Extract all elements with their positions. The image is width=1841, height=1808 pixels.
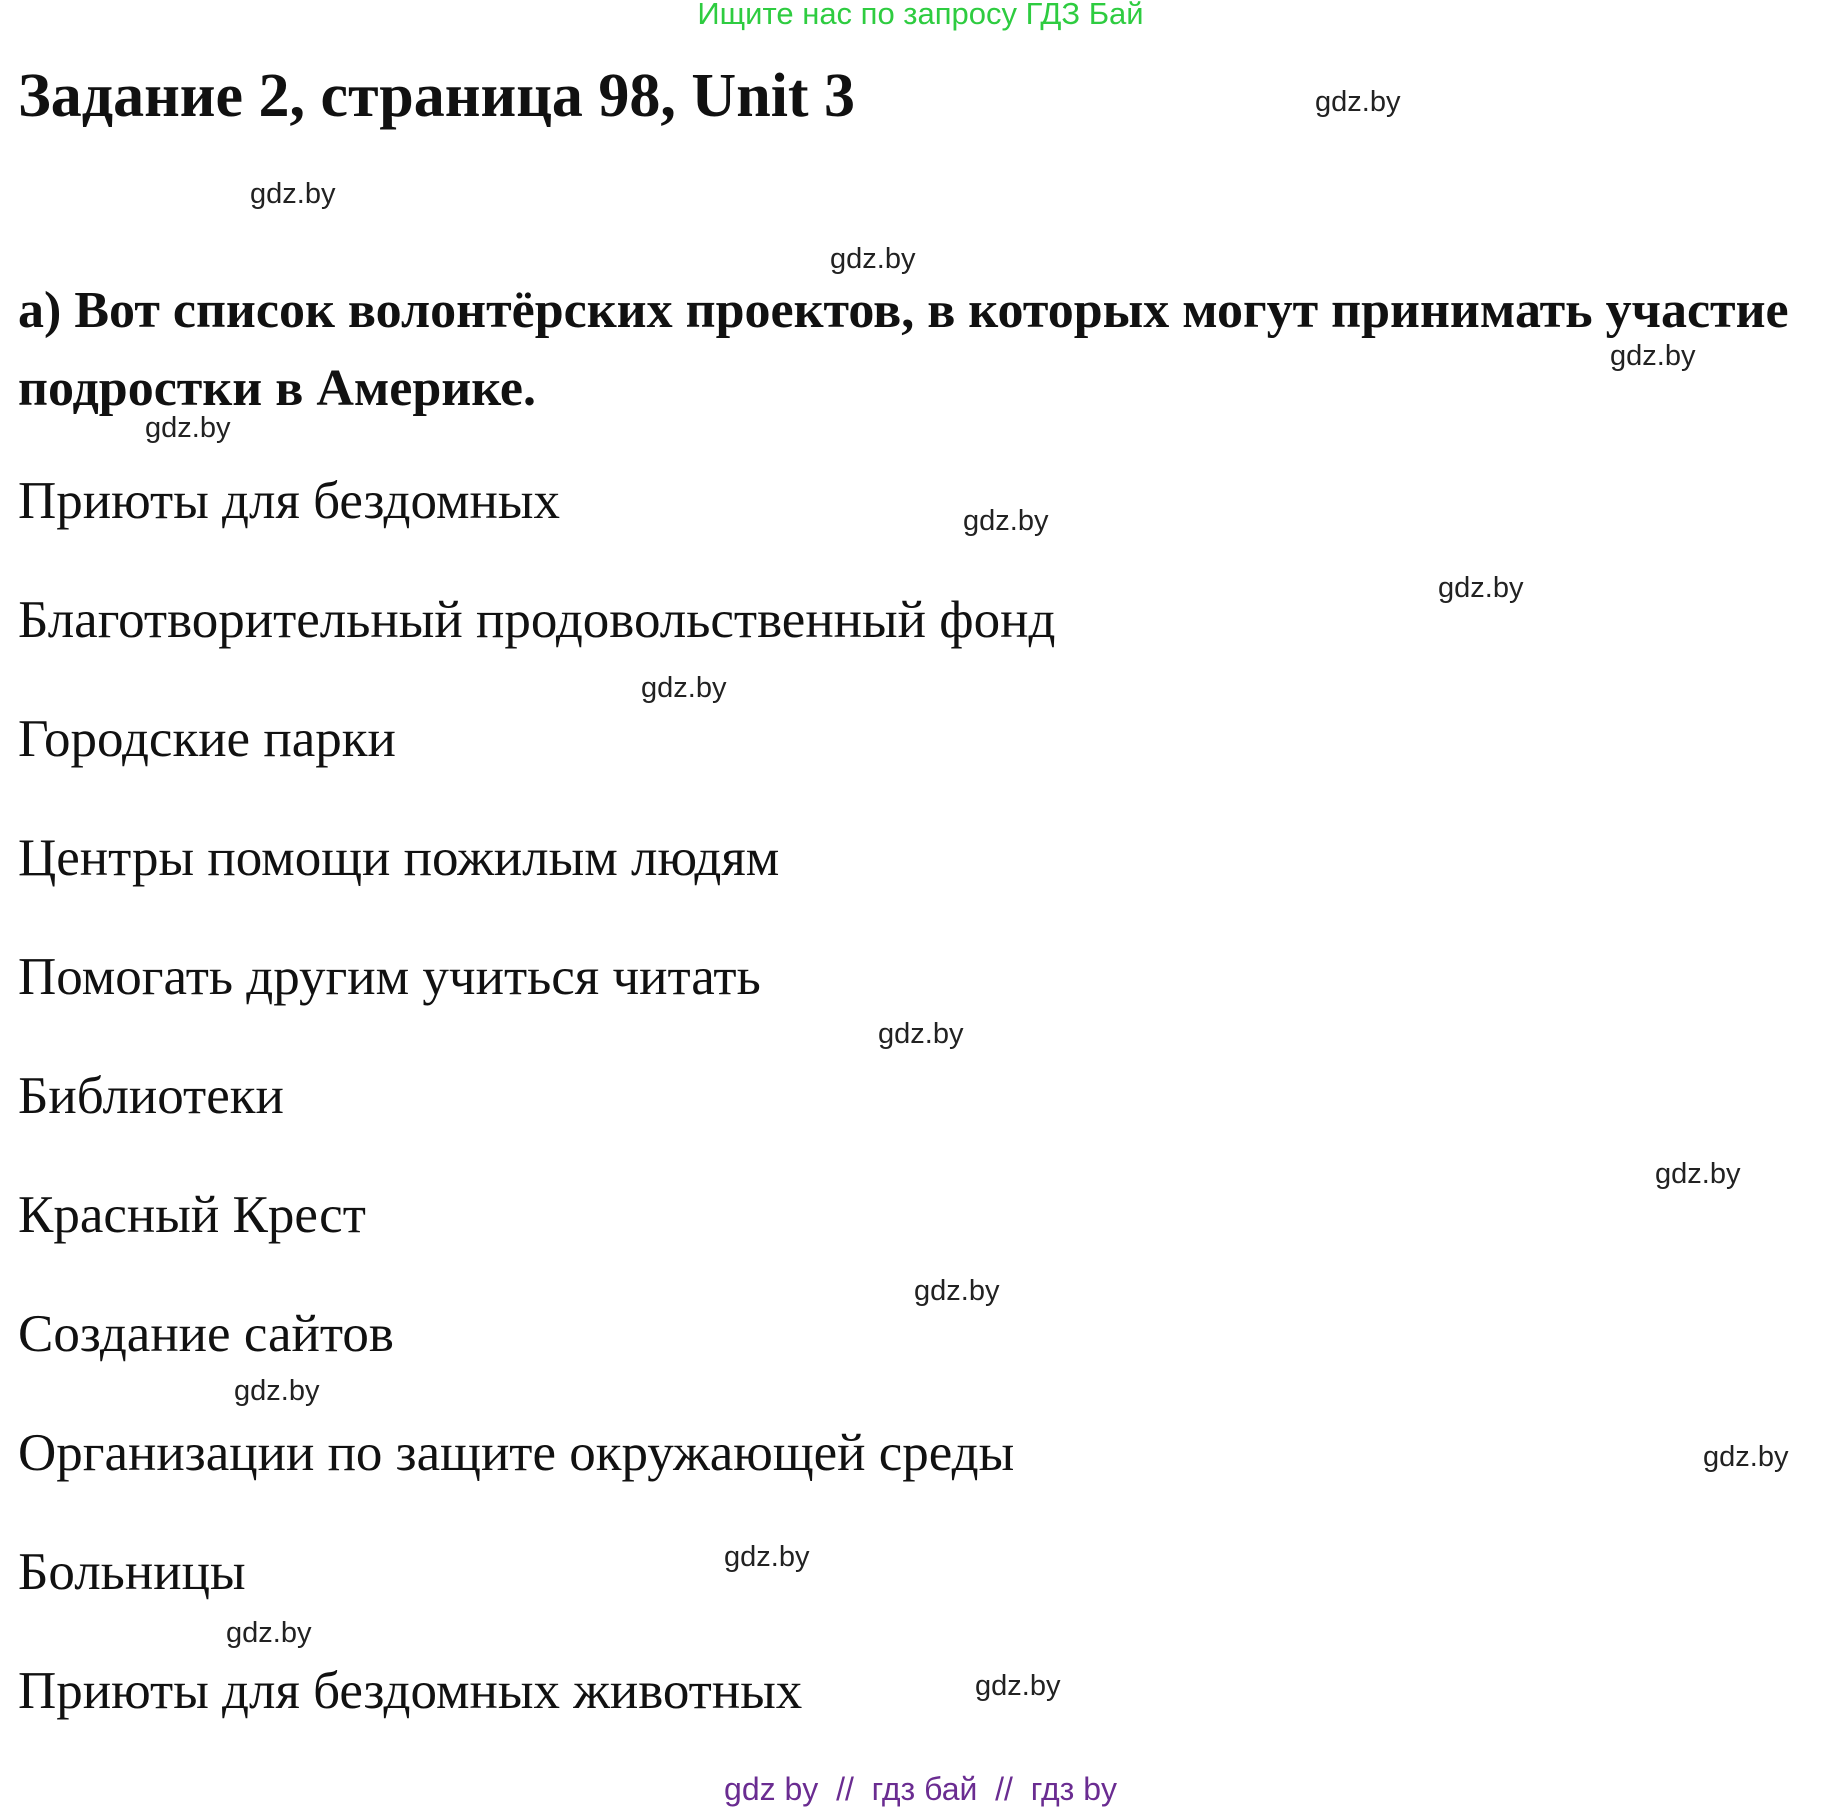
watermark: gdz.by (975, 1670, 1061, 1702)
list-item: Красный Крест (18, 1186, 366, 1244)
watermark: gdz.by (963, 505, 1049, 537)
watermark: gdz.by (1315, 86, 1401, 118)
list-item: Городские парки (18, 710, 396, 768)
watermark: gdz.by (145, 412, 231, 444)
list-item: Помогать другим учиться читать (18, 948, 761, 1006)
watermark: gdz.by (226, 1617, 312, 1649)
top-banner: Ищите нас по запросу ГДЗ Бай (697, 0, 1144, 31)
list-item: Библиотеки (18, 1067, 284, 1125)
watermark: gdz.by (878, 1018, 964, 1050)
page-title: Задание 2, страница 98, Unit 3 (18, 62, 856, 130)
list-item: Благотворительный продовольственный фонд (18, 591, 1056, 649)
watermark: gdz.by (1610, 340, 1696, 372)
watermark: gdz.by (641, 672, 727, 704)
list-item: Создание сайтов (18, 1305, 394, 1363)
watermark: gdz.by (830, 243, 916, 275)
list-item: Организации по защите окружающей среды (18, 1424, 1015, 1482)
watermark: gdz.by (1703, 1441, 1789, 1473)
task-text: a) Вот список волонтёрских проектов, в которых могут принимать участие подростки в Америке. (18, 282, 1789, 417)
watermark: gdz.by (234, 1375, 320, 1407)
list-item: Центры помощи пожилым людям (18, 829, 780, 887)
watermark: gdz.by (250, 178, 336, 210)
list-item: Приюты для бездомных животных (18, 1662, 803, 1720)
footer-links: gdz by // гдз бай // гдз by (724, 1771, 1117, 1807)
list-item: Приюты для бездомных (18, 472, 560, 530)
watermark: gdz.by (1655, 1158, 1741, 1190)
watermark: gdz.by (724, 1541, 810, 1573)
watermark: gdz.by (1438, 572, 1524, 604)
watermark: gdz.by (914, 1275, 1000, 1307)
list-item: Больницы (18, 1543, 246, 1601)
